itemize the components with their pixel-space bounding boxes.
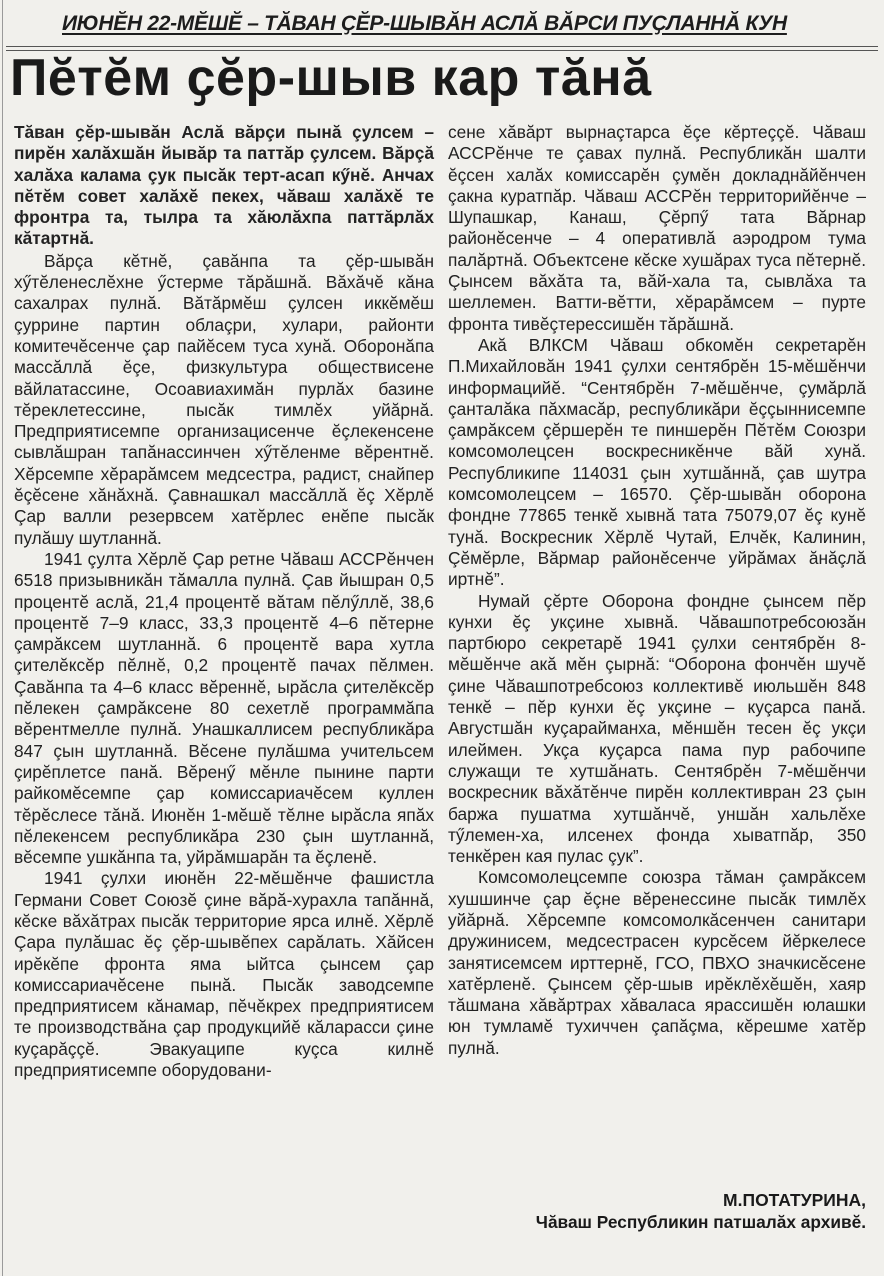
body-paragraph: Нумай çӗрте Оборона фондне çынсем пӗр кунхи ӗç укçине хывнӑ. Чӑвашпотребсоюзӑн партбюро секретарӗ 1941 çулхи сентябрӗн 8-мӗшӗнче акӑ мӗн çырнӑ: “Оборона фончӗн шучӗ çине Чӑвашпотребсоюз коллективӗ июльшӗн 848 тенкӗ – пӗр кунхи ӗç укçине – куçарса панӑ. Августшӑн куçарайманха, мӗншӗн тесен ӗç укçи илеймен. Укçа куçарса пама пур рабочипе служащи те хутшӑнать. Сентябрӗн 7-мӗшӗнчи воскресник вӑхӑтӗнче пирӗн коллективран 23 çын баржа пушатма хутшӑнчӗ, уншӑн хальлӗхе тӳлемен-ха, илсенех фонда хыватпӑр, 350 тенкӗрен кая пулас çук”. <box>448 590 866 867</box>
author-organization: Чӑваш Республикин патшалӑх архивӗ. <box>535 1212 866 1232</box>
kicker-line: ИЮНӖН 22-МӖШӖ – ТӐВАН ҪӖР-ШЫВӐН АСЛӐ ВӐРСИ ПУҪЛАННӐ КУН <box>62 12 787 35</box>
body-paragraph: Акӑ ВЛКСМ Чӑваш обкомӗн секретарӗн П.Михайловӑн 1941 çулхи сентябрӗн 15-мӗшӗнчи информацийӗ. “Сентябрӗн 7-мӗшӗнче, çумӑрлӑ çанталӑка пӑхмасӑр, республикӑри ӗççыннисемпе çамрӑксем çӗршерӗн те пиншерӗн Пӗтӗм Союзри комсомолецсен воскресникӗнче вӑй хунӑ. Республикипе 114031 çын хутшӑннӑ, çав шутра комсомолецсем – 16570. Çӗр-шывӑн оборона фондне 77865 тенкӗ хывнӑ тата 75079,07 ӗç кунӗ тунӑ. Воскресник Хӗрлӗ Чутай, Елчӗк, Калинин, Çӗмӗрле, Вӑрмар районӗсенче уйрӑмах ӑнӑçлӑ иртнӗ”. <box>448 334 866 590</box>
headline: Пӗтӗм ҫӗр-шыв кар тӑнӑ <box>10 49 652 107</box>
page-edge <box>2 0 3 1276</box>
column-left <box>14 122 434 1081</box>
column-right <box>448 122 866 1059</box>
body-paragraph: 1941 çулхи июнӗн 22-мӗшӗнче фашистла Германи Совет Союзӗ çине вӑрӑ-хурахла тапӑннӑ, кӗске вӑхӑтрах пысӑк территорие ярса илнӗ. Хӗрлӗ Çара пулӑшас ӗç çӗр-шывӗпех сарӑлать. Хӑйсен ирӗкӗпе фронта яма ыйтса çынсем çар комиссариачӗсене пынӑ. Пысӑк заводсемпе предприятисем кӑнамар, пӗчӗкрех предприятисем те производствӑна çар продукцийӗ кӑларасси çине куçарӑççӗ. Эвакуаципе куçса килнӗ предприятисемпе оборудовани- <box>14 868 434 1081</box>
body-paragraph: Комсомолецсемпе союзра тӑман çамрӑксем хушшинче çар ӗçне вӗренессине пысӑк тимлӗх уйӑрнӑ. Хӗрсемпе комсомолкӑсенчен санитари дружинисем, медсестрасен курсӗсем йӗркелесе занятисемсем ирттернӗ, ГСО, ПВХО значкисӗсене хатӗрленӗ. Çынсем çӗр-шыв ирӗклӗхӗшӗн, хаяр тӑшмана хӑвӑртрах хӑваласа ярассишӗн юлашки юн тумламӗ тухиччен çапӑçма, кӗрешме хатӗр пулнӑ. <box>448 867 866 1058</box>
body-paragraph: сене хӑвӑрт вырнаçтарса ӗçе кӗртеççӗ. Чӑваш АССРӗнче те çавах пулнӑ. Республикӑн шалти ӗçсен халӑх комиссарӗн çумӗн докладнӑйӗнчен çакна куратпӑр. Чӑваш АССРӗн территорийӗнче – Шупашкар, Канаш, Çӗрпӳ тата Вӑрнар районӗсенче – 4 оперативлӑ аэродром тума палӑртнӑ. Объектсене кӗске хушӑрах туса пӗтернӗ. Çынсем вӑхӑта та, вӑй-хала та, сывлӑха та шеллемен. Ватти-вӗтти, хӗрарӑмсем – пурте фронта тивӗçтерессишӗн тӑрӑшнӑ. <box>448 122 866 334</box>
author-signature: М.ПОТАТУРИНА, <box>723 1190 866 1210</box>
body-paragraph: Вӑрçа кӗтнӗ, çавӑнпа та çӗр-шывӑн хӳтӗленеслӗхне ӳстерме тӑрӑшнӑ. Вӑхӑчӗ кӑна сахалрах пулнӑ. Вӑтӑрмӗш çулсен иккӗмӗш çуррине партин облаçри, хулари, районти комитечӗсенче çар пайӗсем туса хунӑ. Оборонӑпа массӑллӑ ӗçе, физкультура обществисене вӑйлатассине, Осоавиахимӑн пурлӑх базине тӗреклетессине, пысӑк тимлӗх уйӑрнӑ. Предприятисемпе организацисенче ӗçлекенсене сывлӑшран тапӑнассинчен хӳтӗленме вӗрентнӗ. Хӗрсемпе хӗрарӑмсем медсестра, радист, снайпер ӗçӗсене хӑнӑхнӑ. Çавнашкал массӑллӑ ӗç Хӗрлӗ Çар валли резервсем хатӗрлес енӗпе пысӑк пулӑшу шутланнӑ. <box>14 250 434 548</box>
lead-paragraph: Тӑван ҫӗр-шывӑн Аслӑ вӑрçи пынӑ çулсем – пирӗн халӑхшӑн йывӑр та паттӑр çулсем. Вӑрçӑ халӑха калама çук пысӑк терт-асап кӳнӗ. Анчах пӗтӗм совет халӑхӗ пекех, чӑваш халӑхӗ те фронтра та, тылра та хӑюлӑхпа паттӑрлӑх кӑтартнӑ. <box>14 122 434 249</box>
body-paragraph: 1941 çулта Хӗрлӗ Çар ретне Чӑваш АССРӗнчен 6518 призывникӑн тӑмалла пулнӑ. Çав йышран 0,5 процентӗ аслӑ, 21,4 процентӗ вӑтам пӗлӳллӗ, 38,6 процентӗ 7–9 класс, 33,3 процентӗ 4–6 пӗтерне çамрӑксем шутланнӑ. 6 процентӗ вара хутла çителӗксӗр пӗлнӗ, 0,2 процентӗ пачах пӗлмен. Çавӑнпа та 4–6 класс вӗреннӗ, ырӑсла çителӗксӗр пӗлекен çамрӑксене 80 сехетлӗ программӑпа вӗрентмелле пулнӑ. Унашкаллисем республикӑра 847 çын шутланнӑ. Вӗсене пулӑшма учительсем çирӗплетсе панӑ. Вӗренӳ мӗнле пынине парти райкомӗсемпе çар комиссариачӗсем куллен тӗрӗслесе тӑнӑ. Июнӗн 1-мӗшӗ тӗлне ырӑсла япӑх пӗлекенсем республикӑра 230 çын шутланнӑ, вӗсемпе ушкӑнпа та, уйрӑмшарӑн та ӗçленӗ. <box>14 548 434 868</box>
